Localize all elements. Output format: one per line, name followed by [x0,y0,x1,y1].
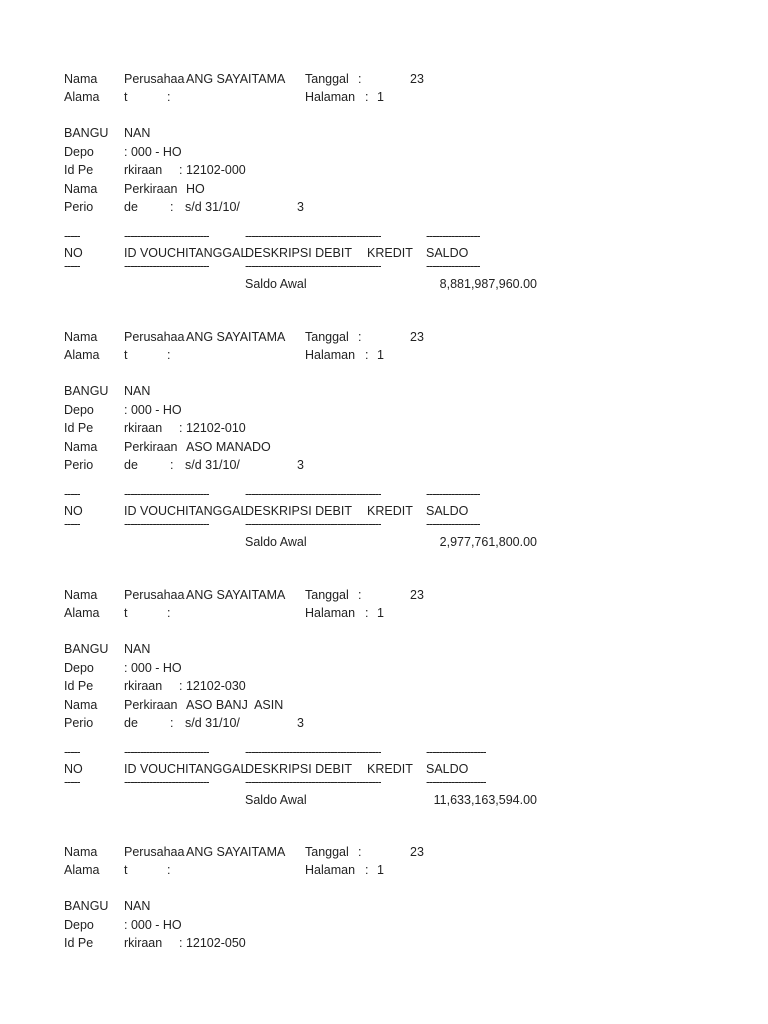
id-perkiraan-mid: rkiraan [124,421,163,435]
periode-tail: 3 [297,458,304,472]
periode-label: Perio [64,458,94,472]
id-perkiraan-mid: rkiraan [124,936,163,950]
dash-rule: ------------------- [426,745,487,759]
bangunan-label: BANGU [64,384,109,398]
company-name: ANG SAYAITAMA [186,588,286,602]
column-saldo: SALDO [426,504,469,518]
halaman-colon: : [365,863,369,877]
dash-rule: ----------------- [426,259,480,273]
halaman-value: 1 [377,90,384,104]
column-id-voucher-tanggal: ID VOUCHITANGGAL [124,762,248,776]
tanggal-label: Tanggal [305,330,349,344]
periode-value: s/d 31/10/ [185,458,240,472]
nama-perkiraan-mid: Perkiraan [124,182,178,196]
tanggal-value: 23 [410,72,424,86]
alamat-label: Alama [64,348,100,362]
dash-rule: --------------------------- [124,229,210,243]
dash-rule: --------------------------- [124,259,210,273]
perusahaan-label: Perusahaa [124,72,185,86]
nama-perkiraan-value: HO [186,182,205,196]
tanggal-value: 23 [410,330,424,344]
id-perkiraan-label: Id Pe [64,421,94,435]
dash-rule: --------------------------- [124,775,210,789]
company-name: ANG SAYAITAMA [186,72,286,86]
id-perkiraan-mid: rkiraan [124,163,163,177]
tanggal-value: 23 [410,588,424,602]
id-perkiraan-value: : 12102-030 [179,679,246,693]
nama-label: Nama [64,330,98,344]
column-id-voucher-tanggal: ID VOUCHITANGGAL [124,246,248,260]
depo-label: Depo [64,403,94,417]
dash-rule: ------------------------------------------- [245,775,381,789]
nama-perkiraan-value: ASO BANJ ASIN [186,698,284,712]
nama-label: Nama [64,72,98,86]
saldo-awal-value: 2,977,761,800.00 [439,535,537,549]
column-no: NO [64,246,83,260]
alamat-colon: : [167,348,171,362]
id-perkiraan-mid: rkiraan [124,679,163,693]
column-deskripsi-debit: DESKRIPSI DEBIT [245,762,352,776]
nama-perkiraan-mid: Perkiraan [124,698,178,712]
periode-mid: de [124,716,138,730]
dash-rule: --------------------------- [124,487,210,501]
periode-label: Perio [64,716,94,730]
periode-label: Perio [64,200,94,214]
dash-rule: ----------------- [426,517,480,531]
tanggal-label: Tanggal [305,588,349,602]
perusahaan-label: Perusahaa [124,588,185,602]
column-kredit: KREDIT [367,762,413,776]
periode-colon: : [170,458,174,472]
halaman-label: Halaman [305,863,356,877]
column-kredit: KREDIT [367,246,413,260]
saldo-awal-value: 8,881,987,960.00 [439,277,537,291]
depo-label: Depo [64,918,94,932]
column-id-voucher-tanggal: ID VOUCHITANGGAL [124,504,248,518]
dash-rule: ------------------- [426,775,487,789]
tanggal-colon: : [358,330,362,344]
periode-mid: de [124,200,138,214]
dash-rule: ----- [64,487,80,501]
alamat-mid: t [124,348,128,362]
tanggal-colon: : [358,72,362,86]
column-saldo: SALDO [426,246,469,260]
alamat-colon: : [167,606,171,620]
depo-value: : 000 - HO [124,918,182,932]
periode-colon: : [170,716,174,730]
dash-rule: ------------------------------------------- [245,517,381,531]
halaman-colon: : [365,606,369,620]
tanggal-colon: : [358,845,362,859]
bangunan-label-tail: NAN [124,384,151,398]
column-saldo: SALDO [426,762,469,776]
dash-rule: ------------------------------------------- [245,745,381,759]
dash-rule: ------------------------------------------- [245,229,381,243]
dash-rule: ----- [64,745,80,759]
id-perkiraan-value: : 12102-050 [179,936,246,950]
dash-rule: ----------------- [426,487,480,501]
halaman-label: Halaman [305,606,356,620]
depo-value: : 000 - HO [124,661,182,675]
nama-perkiraan-label: Nama [64,440,98,454]
periode-mid: de [124,458,138,472]
depo-value: : 000 - HO [124,145,182,159]
column-no: NO [64,504,83,518]
bangunan-label-tail: NAN [124,642,151,656]
id-perkiraan-value: : 12102-000 [179,163,246,177]
dash-rule: --------------------------- [124,517,210,531]
dash-rule: ------------------------------------------- [245,259,381,273]
halaman-colon: : [365,348,369,362]
alamat-label: Alama [64,863,100,877]
company-name: ANG SAYAITAMA [186,845,286,859]
bangunan-label-tail: NAN [124,126,151,140]
tanggal-label: Tanggal [305,72,349,86]
dash-rule: ----- [64,775,80,789]
dash-rule: ------------------------------------------- [245,487,381,501]
saldo-awal-label: Saldo Awal [245,277,307,291]
halaman-label: Halaman [305,90,356,104]
halaman-value: 1 [377,348,384,362]
depo-label: Depo [64,145,94,159]
depo-label: Depo [64,661,94,675]
halaman-colon: : [365,90,369,104]
column-deskripsi-debit: DESKRIPSI DEBIT [245,504,352,518]
dash-rule: ----------------- [426,229,480,243]
column-kredit: KREDIT [367,504,413,518]
halaman-value: 1 [377,606,384,620]
bangunan-label-tail: NAN [124,899,151,913]
alamat-mid: t [124,863,128,877]
dash-rule: --------------------------- [124,745,210,759]
saldo-awal-label: Saldo Awal [245,793,307,807]
dash-rule: ----- [64,517,80,531]
column-deskripsi-debit: DESKRIPSI DEBIT [245,246,352,260]
nama-perkiraan-label: Nama [64,182,98,196]
alamat-colon: : [167,863,171,877]
dash-rule: ----- [64,259,80,273]
nama-perkiraan-value: ASO MANADO [186,440,271,454]
periode-value: s/d 31/10/ [185,200,240,214]
column-no: NO [64,762,83,776]
depo-value: : 000 - HO [124,403,182,417]
alamat-label: Alama [64,90,100,104]
alamat-mid: t [124,90,128,104]
tanggal-colon: : [358,588,362,602]
periode-colon: : [170,200,174,214]
alamat-colon: : [167,90,171,104]
nama-perkiraan-mid: Perkiraan [124,440,178,454]
nama-perkiraan-label: Nama [64,698,98,712]
periode-tail: 3 [297,200,304,214]
tanggal-label: Tanggal [305,845,349,859]
company-name: ANG SAYAITAMA [186,330,286,344]
periode-value: s/d 31/10/ [185,716,240,730]
id-perkiraan-label: Id Pe [64,679,94,693]
saldo-awal-label: Saldo Awal [245,535,307,549]
nama-label: Nama [64,588,98,602]
saldo-awal-value: 11,633,163,594.00 [433,793,537,807]
nama-label: Nama [64,845,98,859]
halaman-label: Halaman [305,348,356,362]
perusahaan-label: Perusahaa [124,845,185,859]
bangunan-label: BANGU [64,642,109,656]
id-perkiraan-label: Id Pe [64,936,94,950]
dash-rule: ----- [64,229,80,243]
bangunan-label: BANGU [64,126,109,140]
id-perkiraan-label: Id Pe [64,163,94,177]
periode-tail: 3 [297,716,304,730]
tanggal-value: 23 [410,845,424,859]
perusahaan-label: Perusahaa [124,330,185,344]
bangunan-label: BANGU [64,899,109,913]
id-perkiraan-value: : 12102-010 [179,421,246,435]
halaman-value: 1 [377,863,384,877]
alamat-label: Alama [64,606,100,620]
alamat-mid: t [124,606,128,620]
